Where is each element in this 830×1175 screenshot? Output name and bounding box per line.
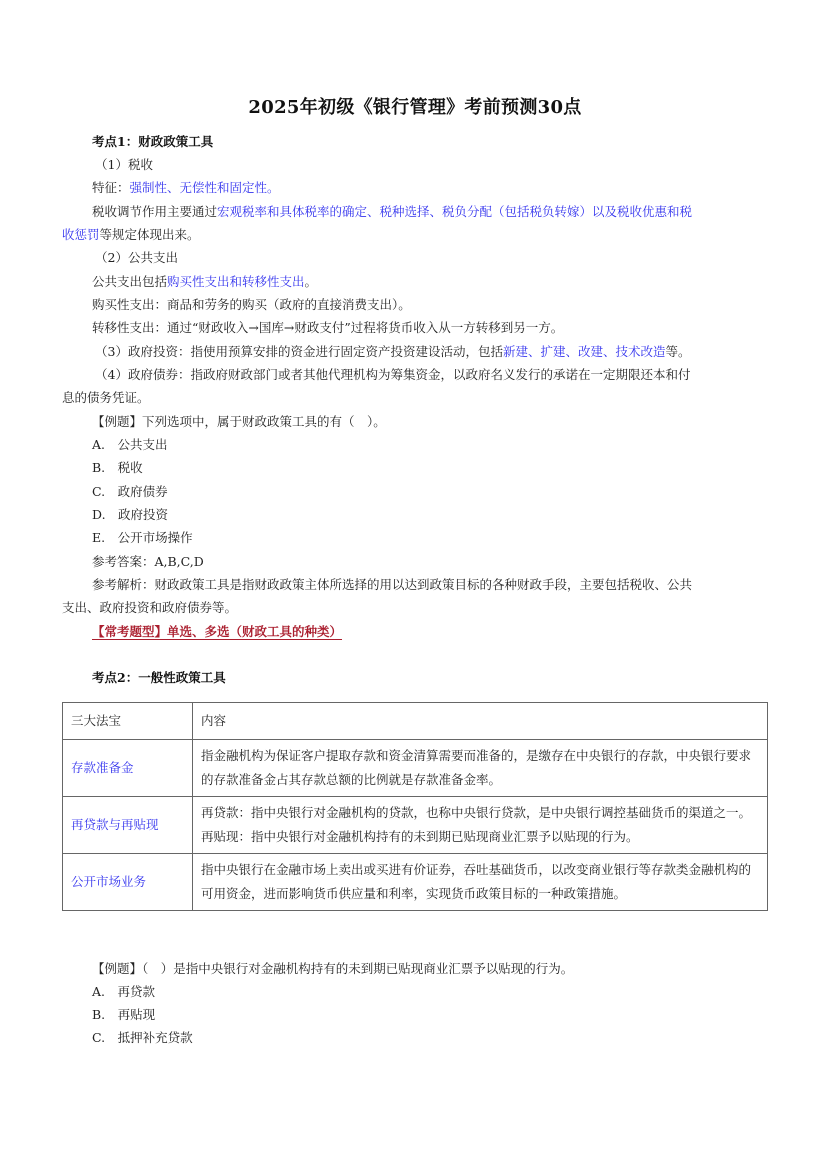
option-b: B. 税收 (92, 460, 143, 475)
common-types-note (62, 620, 798, 644)
example-question-2: 【例题】（ ）是指中央银行对金融机构持有的未到期已贴现商业汇票予以贴现的行为。 (92, 961, 574, 976)
bond-line2: 息的债务凭证。 (62, 390, 150, 405)
table-row (63, 740, 768, 797)
policy-tools-table (62, 702, 768, 911)
investment-suffix: 等。 (665, 344, 691, 359)
row-content-paragraph: 再贴现：指中央银行对金融机构持有的未到期已贴现商业汇票予以贴现的行为。 (201, 829, 639, 844)
table-row (63, 797, 768, 854)
table-row (63, 854, 768, 911)
option-c: C. 抵押补充贷款 (92, 1030, 193, 1045)
tax-regulation-highlight-cont: 收惩罚 (62, 227, 100, 242)
row-name: 存款准备金 (63, 740, 193, 797)
row-name: 再贷款与再贴现 (63, 797, 193, 854)
option-e: E. 公开市场操作 (92, 530, 193, 545)
investment-prefix: （3）政府投资：指使用预算安排的资金进行固定资产投资建设活动，包括 (95, 344, 503, 359)
answer-1: 参考答案：A,B,C,D (92, 554, 204, 569)
row-content: 指金融机构为保证客户提取存款和资金清算需要而准备的，是缴存在中央银行的存款，中央银行要求的存款准备金占其存款总额的比例就是存款准备金率。 (193, 740, 768, 797)
option-d: D. 政府投资 (92, 507, 169, 522)
option-b: B. 再贴现 (92, 1007, 156, 1022)
common-types-text: 【常考题型】单选、多选（财政工具的种类） (92, 624, 343, 639)
analysis-line2: 支出、政府投资和政府债券等。 (62, 600, 238, 615)
row-content (193, 797, 768, 854)
point2-heading: 考点2：一般性政策工具 (92, 670, 226, 685)
tax-regulation-line1 (62, 200, 798, 224)
header-content: 内容 (193, 703, 768, 740)
row-content: 指中央银行在金融市场上卖出或买进有价证券，吞吐基础货币，以改变商业银行等存款类金融机构的可用资金，进而影响货币供应量和利率，实现货币政策目标的一种政策措施。 (193, 854, 768, 911)
spending-suffix: 。 (304, 274, 318, 289)
tax-feature-label: 特征： (92, 180, 130, 195)
header-tools: 三大法宝 (63, 703, 193, 740)
tax-feature (62, 176, 798, 200)
spending-highlight: 购买性支出和转移性支出 (167, 274, 305, 289)
option-a: A. 公共支出 (92, 437, 168, 452)
point1-heading: 考点1：财政政策工具 (92, 134, 214, 149)
investment-highlight: 新建、扩建、改建、技术改造 (502, 344, 666, 359)
investment-line (62, 340, 801, 364)
tax-regulation-line2 (62, 223, 768, 247)
tax-regulation-prefix: 税收调节作用主要通过 (92, 204, 218, 219)
document-title: 2025年初级《银行管理》考前预测30点 (248, 97, 582, 118)
row-content-paragraph: 再贷款：指中央银行对金融机构的贷款，也称中央银行贷款，是中央银行调控基础货币的渠道之一。 (201, 805, 752, 820)
purchase-line: 购买性支出：商品和劳务的购买（政府的直接消费支出）。 (92, 297, 411, 312)
tax-feature-value: 强制性、无偿性和固定性。 (129, 180, 280, 195)
transfer-line: 转移性支出：通过“财政收入→国库→财政支付”过程将货币收入从一方转移到另一方。 (92, 320, 564, 335)
spending-prefix: 公共支出包括 (92, 274, 168, 289)
table-header-row (63, 703, 768, 740)
tax-regulation-suffix: 等规定体现出来。 (99, 227, 200, 242)
tax-regulation-highlight: 宏观税率和具体税率的确定、税种选择、税负分配（包括税负转嫁）以及税收优惠和税 (217, 204, 693, 219)
spending-heading: （2）公共支出 (95, 250, 178, 265)
bond-line1: （4）政府债券：指政府财政部门或者其他代理机构为筹集资金，以政府名义发行的承诺在一定期限还本和付 (95, 367, 691, 382)
row-name: 公开市场业务 (63, 854, 193, 911)
example-question-1: 【例题】下列选项中，属于财政政策工具的有（ ）。 (92, 414, 386, 429)
spending-line (62, 270, 798, 294)
option-a: A. 再贷款 (92, 984, 156, 999)
tax-heading: （1）税收 (95, 157, 153, 172)
analysis-line1: 参考解析：财政政策工具是指财政政策主体所选择的用以达到政策目标的各种财政手段，主要包括税收、公共 (92, 577, 693, 592)
option-c: C. 政府债券 (92, 484, 168, 499)
